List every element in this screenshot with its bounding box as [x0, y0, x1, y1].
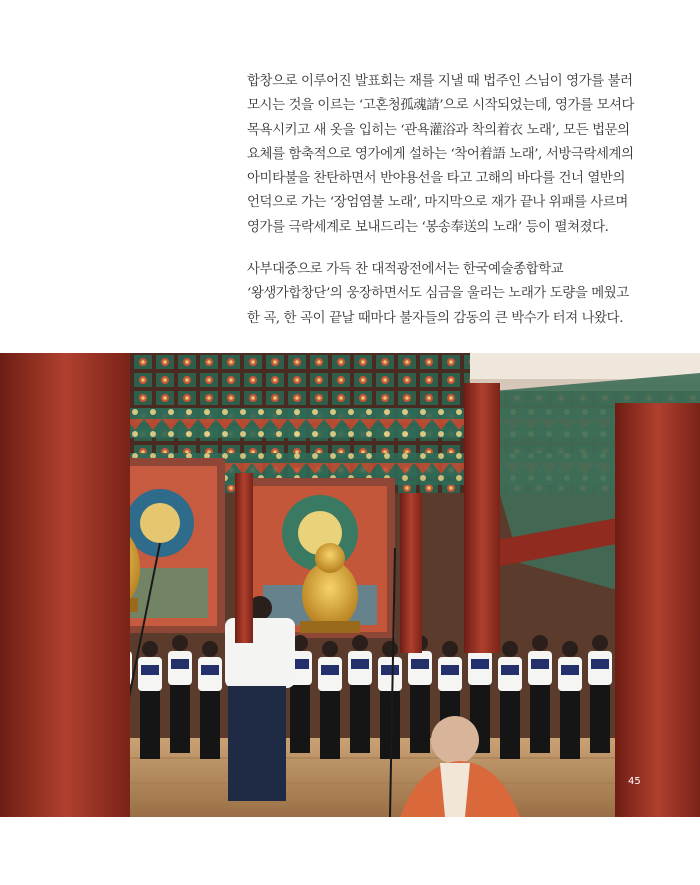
choir-singer [558, 641, 582, 759]
choir-singer [138, 641, 162, 759]
choir-singer [168, 635, 192, 753]
choir-singer [528, 635, 552, 753]
choir-singer [498, 641, 522, 759]
article-paragraph-1: 합창으로 이루어진 발표회는 재를 지낼 때 법주인 스님이 영가를 불러 모시는 것을 이르는 ‘고혼청孤魂請’으로 시작되었는데, 영가를 모셔다 목욕시키고 새 옷을 입히는 ‘관욕灌浴과 착의着衣 노래’, 모든 법문의 요체를 함축적으로 영가에게 설하는 ‘착어着語 노래’, 서방극락세계의 아미타불을 찬탄하면서 반야용선을 타고 고해의 바다를 건너 열반의 언덕으로 가는 ‘장엄염불 노래’, 마지막으로 재가 끝나 위패를 사르며 영가를 극락세계로 보내드리는 ‘봉송奉送의 노래’ 등이 펼쳐졌다. [247, 74, 635, 235]
choir-singer [378, 641, 402, 759]
choir-singer [348, 635, 372, 753]
red-pillar-right [615, 403, 700, 817]
choir-singer [198, 641, 222, 759]
choir-singer [588, 635, 612, 753]
red-pillar-middle [464, 383, 500, 653]
choir-performance-photo [0, 353, 700, 817]
page-number: 45 [628, 776, 641, 787]
article-paragraph-2: 사부대중으로 가득 찬 대적광전에서는 한국예술종합학교 ‘왕생가합창단’의 웅장하면서도 심금을 울리는 노래가 도량을 메웠고 한 곡, 한 곡이 끝날 때마다 불자들의 감동의 큰 박수가 터져 나왔다. [247, 262, 629, 326]
red-pillar-left [0, 353, 130, 817]
choir-singer [318, 641, 342, 759]
